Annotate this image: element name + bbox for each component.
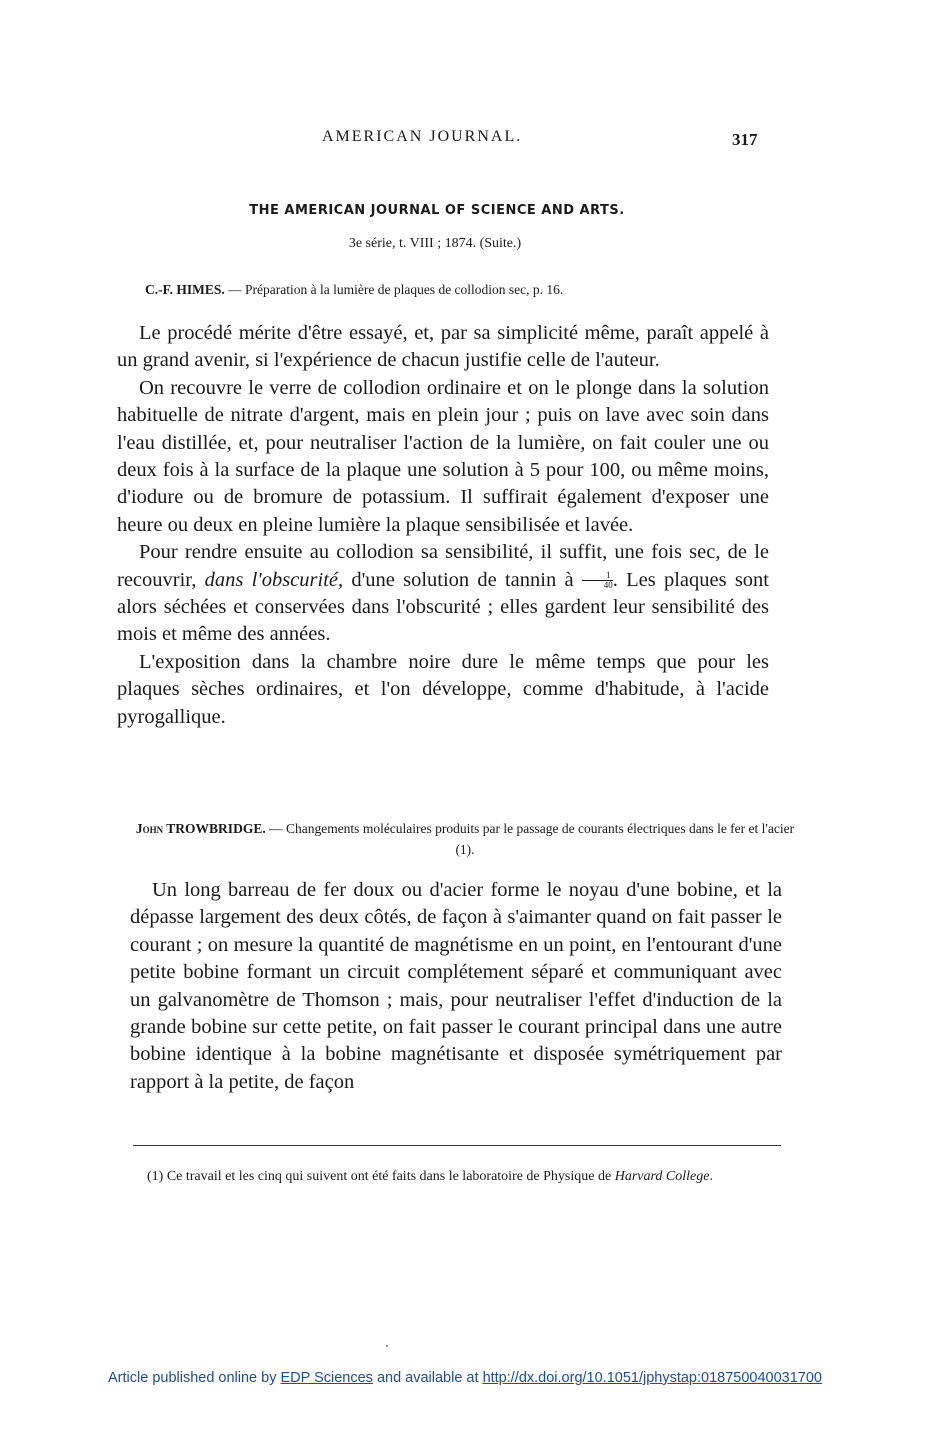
journal-title: THE AMERICAN JOURNAL OF SCIENCE AND ARTS.	[249, 203, 625, 218]
publisher-link[interactable]: EDP Sciences	[280, 1370, 373, 1386]
paragraph: Un long barreau de fer doux ou d'acier forme le noyau d'une bobine, et la dépasse largement des deux côtés, de façon à s'aimanter quand on fait passer le courant ; on mesure la quantité de magnétisme en un point, en l'entourant d'une petite bobine formant un circuit complétement séparé et communiquant avec un galvanomètre de Thomson ; mais, pour neutraliser l'effet d'induction de la grande bobine sur cette petite, on fait passer le courant principal dans une autre bobine identique à la bobine magnétisante et disposée symétriquement par rapport à la petite, de façon	[130, 879, 782, 1093]
article-heading-trowbridge	[130, 818, 800, 860]
publication-note	[0, 1370, 930, 1386]
italic-text: Harvard College	[614, 1169, 710, 1184]
footnote-rule	[133, 1145, 781, 1146]
paragraph	[117, 539, 769, 649]
footnote-text: (1) Ce travail et les cinq qui suivent ont été faits dans le laboratoire de Physique de	[147, 1169, 615, 1184]
doi-link[interactable]: http://dx.doi.org/10.1051/jphystap:018750040031700	[482, 1370, 822, 1386]
article-author: C.-F. HIMES.	[145, 282, 225, 297]
footnote	[133, 1166, 785, 1187]
print-speck	[386, 1345, 388, 1347]
article-body-trowbridge	[130, 877, 782, 1096]
publication-middle: and available at	[372, 1370, 483, 1386]
paragraph: L'exposition dans la chambre noire dure le même temps que pour les plaques sèches ordinaires, et l'on développe, comme d'habitude, à l'acide pyrogallique.	[117, 650, 769, 728]
footnote-text: .	[709, 1169, 713, 1184]
page-number: 317	[732, 130, 758, 149]
article-title: — Changements moléculaires produits par le passage de courants électriques dans le fer et l'acier (1).	[265, 821, 795, 857]
series-line: 3e série, t. VIII ; 1874. (Suite.)	[348, 236, 522, 251]
paragraph: On recouvre le verre de collodion ordinaire et on le plonge dans la solution habituelle de nitrate d'argent, mais en plein jour ; puis on lave avec soin dans l'eau distillée, et, pour neutraliser l'action de la lumière, on fait couler une ou deux fois à la surface de la plaque une solution à 5 pour 100, ou même moins, d'iodure ou de bromure de potassium. Il suffirait également d'exposer une heure ou deux en pleine lumière la plaque sensibilisée et lavée.	[117, 376, 769, 536]
fraction-denominator: 40	[603, 580, 613, 591]
article-body-himes	[117, 320, 769, 731]
fraction	[582, 571, 613, 590]
article-author: John TROWBRIDGE.	[135, 821, 266, 836]
text-run: . Les plaques sont alors séchées et conservées dans l'obscurité ; elles gardent leur sensibilité des mois et même des années.	[117, 568, 769, 646]
publication-prefix: Article published online by	[108, 1370, 281, 1386]
italic-text: dans l'obscurité,	[204, 568, 344, 591]
text-run: d'une solution de tannin à	[343, 568, 582, 591]
running-title: AMERICAN JOURNAL.	[322, 128, 523, 145]
text-run: Pour rendre ensuite au collodion sa sensibilité, il suffit, une fois sec, de le recouvrir,	[117, 541, 769, 591]
fraction-numerator: 1	[582, 571, 613, 581]
article-title: — Préparation à la lumière de plaques de collodion sec, p. 16.	[224, 282, 564, 297]
article-heading-himes	[145, 282, 785, 298]
paragraph: Le procédé mérite d'être essayé, et, par sa simplicité même, paraît appelé à un grand avenir, si l'expérience de chacun justifie celle de l'auteur.	[117, 322, 769, 372]
